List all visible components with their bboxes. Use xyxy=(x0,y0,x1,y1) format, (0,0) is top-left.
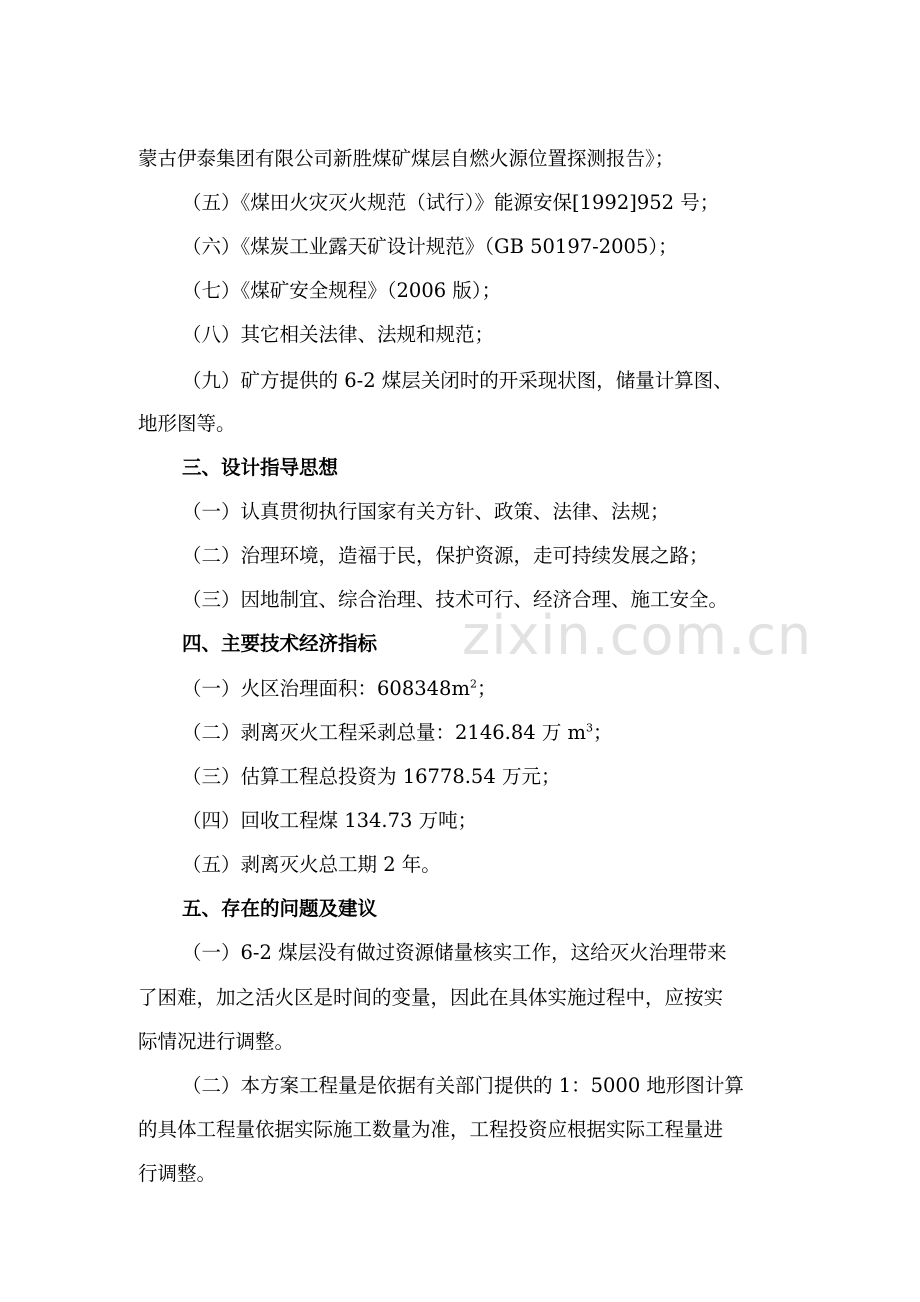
text-line: （三）因地制宜、综合治理、技术可行、经济合理、施工安全。 xyxy=(182,588,729,611)
watermark: zixin.com.cn xyxy=(462,604,813,667)
text-line: （一）认真贯彻执行国家有关方针、政策、法律、法规； xyxy=(182,500,670,523)
text-line: （六）《煤炭工业露天矿设计规范》（GB 50197-2005）； xyxy=(182,235,678,258)
text-line: （三）估算工程总投资为 16778.54 万元； xyxy=(182,765,561,788)
text-line xyxy=(0,674,920,704)
text-line: 了困难，加之活火区是时间的变量，因此在具体实施过程中，应按实 xyxy=(138,986,724,1009)
section-heading: 三、设计指导思想 xyxy=(182,456,339,479)
text-line xyxy=(0,718,920,748)
superscript: 3 xyxy=(586,721,594,735)
text-line: （八）其它相关法律、法规和规范； xyxy=(182,323,495,346)
text-line: （五）剥离灭火总工期 2 年。 xyxy=(182,853,441,876)
text-fragment: （一）火区治理面积：608348m xyxy=(182,677,470,700)
text-line: 的具体工程量依据实际施工数量为准，工程投资应根据实际工程量进 xyxy=(138,1118,724,1141)
text-line: （二）本方案工程量是依据有关部门提供的 1：5000 地形图计算 xyxy=(182,1074,744,1097)
text-line: 地形图等。 xyxy=(138,412,236,435)
text-line: 际情况进行调整。 xyxy=(138,1030,295,1053)
text-fragment: （二）剥离灭火工程采剥总量：2146.84 万 m xyxy=(182,721,587,744)
section-heading: 四、主要技术经济指标 xyxy=(182,632,378,655)
text-line: （九）矿方提供的 6-2 煤层关闭时的开采现状图，储量计算图、 xyxy=(182,369,733,392)
text-line: 蒙古伊泰集团有限公司新胜煤矿煤层自燃火源位置探测报告》； xyxy=(138,147,675,170)
text-line: （一）6-2 煤层没有做过资源储量核实工作，这给灭火治理带来 xyxy=(182,941,727,964)
superscript: 2 xyxy=(469,677,477,691)
text-fragment: ； xyxy=(476,677,497,700)
text-line: （七）《煤矿安全规程》（2006 版）； xyxy=(182,279,502,302)
text-line: （五）《煤田火灾灭火规范（试行）》能源安保[1992]952 号； xyxy=(182,191,720,214)
text-line: （二）治理环境，造福于民，保护资源，走可持续发展之路； xyxy=(182,544,709,567)
text-line: 行调整。 xyxy=(138,1162,217,1185)
text-fragment: ； xyxy=(593,721,613,744)
section-heading: 五、存在的问题及建议 xyxy=(182,897,378,920)
text-line: （四）回收工程煤 134.73 万吨； xyxy=(182,809,478,832)
